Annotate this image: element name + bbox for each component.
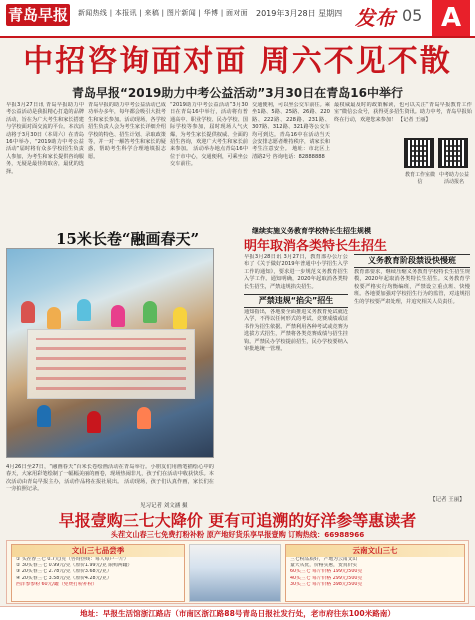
- child-figure: [87, 411, 101, 433]
- photo-reporter: 见习记者 刘文涵 摄: [140, 503, 188, 509]
- advertisement: [6, 540, 469, 604]
- ad-line: ② 30头春三七 0.99元/克（原价1.99元/克 限购两罐）: [16, 563, 133, 569]
- page-letter: A: [432, 0, 470, 36]
- child-figure: [37, 405, 51, 427]
- article-column-1: 早报3月27日讯 青岛早报助力中考公益活动是我报精心打造的品牌活动，旨在为广大考生和家长搭建与学校面对面交流的平台。本次活动将于3月30日（本周六）在青岛16中举办，“2019助力中考公益活动”届时将有众多学校招生负责人参加，为考生和家长提供咨询服务，无疑是最佳的取舍，最优的选择。: [6, 102, 84, 175]
- ad-line: ④ 20头春三七 3.58元/克（原价4.28元/克）: [16, 575, 112, 581]
- photo-story-title: 15米长卷“融画春天”: [56, 230, 200, 248]
- child-figure: [21, 301, 35, 323]
- ad-line: 三七粉品质好，产地为云南文山: [290, 557, 358, 562]
- right-article-subtitle-1: 义务教育阶段禁设快慢班: [354, 254, 470, 268]
- article-column-5: 最权威最及时的政策解读，也可以关注“青岛早报教育工作室”微信公众号，获得更多招生资讯。助力中考，青岛早报始终在行动，欢迎您来参加！ 【记者 王丽】: [334, 102, 472, 123]
- qr-caption-1: 教育工作室微信: [404, 172, 435, 185]
- ad-line: ③ 20头春三七 2.78元/克（原价3.68元/克）: [16, 569, 112, 575]
- ad-line: 40头三七 每斤价格 299元/500克: [290, 575, 363, 581]
- ad-line: 30头三七 每斤价格 398元/500克: [290, 581, 363, 587]
- child-figure: [173, 307, 187, 329]
- masthead: [0, 0, 475, 38]
- ad-box-sanqi: [11, 544, 185, 602]
- ad-line: 60头三七 每斤价格 199元/500克: [290, 569, 363, 575]
- right-article-kicker: 继续实施义务教育学校特长生招生规模: [252, 227, 371, 235]
- child-figure: [143, 301, 157, 323]
- section-name: 发布: [355, 6, 395, 30]
- ad-box-heading: 文山三七品尝季: [12, 545, 184, 557]
- ad-line: 量大从优，价格实惠，货真价实: [290, 563, 358, 569]
- ad-box-wenshan: [285, 544, 465, 602]
- right-article-subtitle-2: 严禁违规“掐尖”招生: [244, 294, 348, 308]
- right-article-title: 明年取消各类特长生招生: [244, 239, 388, 254]
- article-column-2: 青岛早报的助力中考公益活动已成功举办多年，每年都会吸引大批考生和家长参加。活动现场，各学校招生负责人会为考生家长详细介绍学校的特色、招生计划、录取政策等，并一对一解答考生和家长的疑惑，帮助考生科学合理地填报志愿。: [88, 102, 166, 160]
- right-article-column-1: 早报3月28日讯 3月27日，教育部办公厅公布了《关于做好2019年普通中小学招生入学工作的通知》，要求进一步规范义务教育招生入学工作。通知明确，2020年起取消各类特长生招生，严禁违规掐尖招生。: [244, 254, 348, 290]
- child-figure: [77, 299, 91, 321]
- article-column-4: 交通便利，可以坐公交车前往。乘坐1路、5路、25路、26路、220路、222路、228路、231路、307路、312路、321路等公交车均可到达。青岛16中在活动当天会安排志愿者维持秩序，请家长和考生注意安全。 地址：市北区上清路2号 咨询电话：82888888: [252, 102, 330, 160]
- right-article-column-3: 教育部要求，继续压缩义务教育学校特长生招生规模，2020年起取消各类特长生招生。义务教育学校要严格实行均衡编班，严禁设立重点班、快慢班。各地要加强对学校招生行为的监管，对违规招生的学校要严肃处理，并追究相关人员责任。: [354, 269, 470, 305]
- issue-date: 2019年3月28日 星期四: [256, 9, 343, 18]
- child-figure: [47, 307, 61, 329]
- qr-block: [404, 138, 470, 198]
- ad-box-heading: 云南文山三七: [286, 545, 464, 557]
- photo-caption: 4月26日至27日，“融画春天”百米长卷绘画活动在青岛举行。小朋友们用画笔描绘心中的春天，大家用彩笔绘制了一幅幅美丽的画卷，现场热闹非凡，孩子们在活动中收获快乐。本次活动由青岛早报主办，活动作品将在报社展出。 活动现场，孩子们认真作画，家长们在一旁拍照记录。: [6, 464, 214, 493]
- store-address: 地址：早报生活馆浙江路店（市南区浙江路88号青岛日报社发行处，老市府往东100米路南）: [0, 606, 475, 620]
- ad-headline: 早报壹购三七大降价 更有可追溯的好洋参等惠读者: [58, 511, 417, 530]
- section-links[interactable]: 新闻热线 | 本报讯 | 来稿 | 图片新闻 | 华博 | 面对面: [78, 9, 248, 17]
- main-subhead: 青岛早报“2019助力中考公益活动”3月30日在青岛16中举行: [72, 86, 403, 100]
- right-article-column-2: 通知指出，各地要全面推进义务教育免试就近入学，不得以任何形式的考试、竞赛成绩或证书作为招生依据。严禁利用各种考试或竞赛为选拔方式招生，严禁将各类竞赛成绩与招生挂钩。严禁民办学校提前招生，民办学校要纳入审批地统一管理。: [244, 309, 348, 353]
- page-number: 05: [402, 6, 423, 25]
- ad-subline: 头茬文山春三七免费打粉补粉 原产地好货乐享早报壹购 订购热线：66988966: [110, 530, 365, 539]
- main-headline: 中招咨询面对面 周六不见不散: [23, 44, 452, 79]
- ad-line: 西洋参参粉 60元/罐（免费打粉补粉）: [16, 581, 98, 587]
- article-column-3: “2019助力中考公益活动”3月30日在青岛16中举行，活动将有普通高中、职业学校、民办学校、国际学校等参加，届时现场人气火爆，为考生家长提供权威、全面的招生咨询，欢迎广大考生和家长前来参加。 活动举办地点青岛16中位于市中心，交通便利，可乘坐公交车前往。: [170, 102, 248, 168]
- painting-scroll: [27, 329, 195, 399]
- qr-code-icon[interactable]: [438, 138, 468, 168]
- newspaper-logo: 青岛早报: [7, 6, 68, 24]
- qr-code-icon[interactable]: [404, 138, 434, 168]
- child-figure: [137, 407, 151, 429]
- qr-caption-2: 中考助力公益活动报名: [438, 172, 469, 185]
- child-figure: [111, 305, 125, 327]
- product-photo: [189, 544, 281, 602]
- right-article-reporter: 【记者 王丽】: [430, 497, 465, 503]
- ad-line: ① 头茬春三七 0.7元/克（咨询热线：每人每户一斤）: [16, 557, 129, 562]
- event-photo: [6, 248, 214, 458]
